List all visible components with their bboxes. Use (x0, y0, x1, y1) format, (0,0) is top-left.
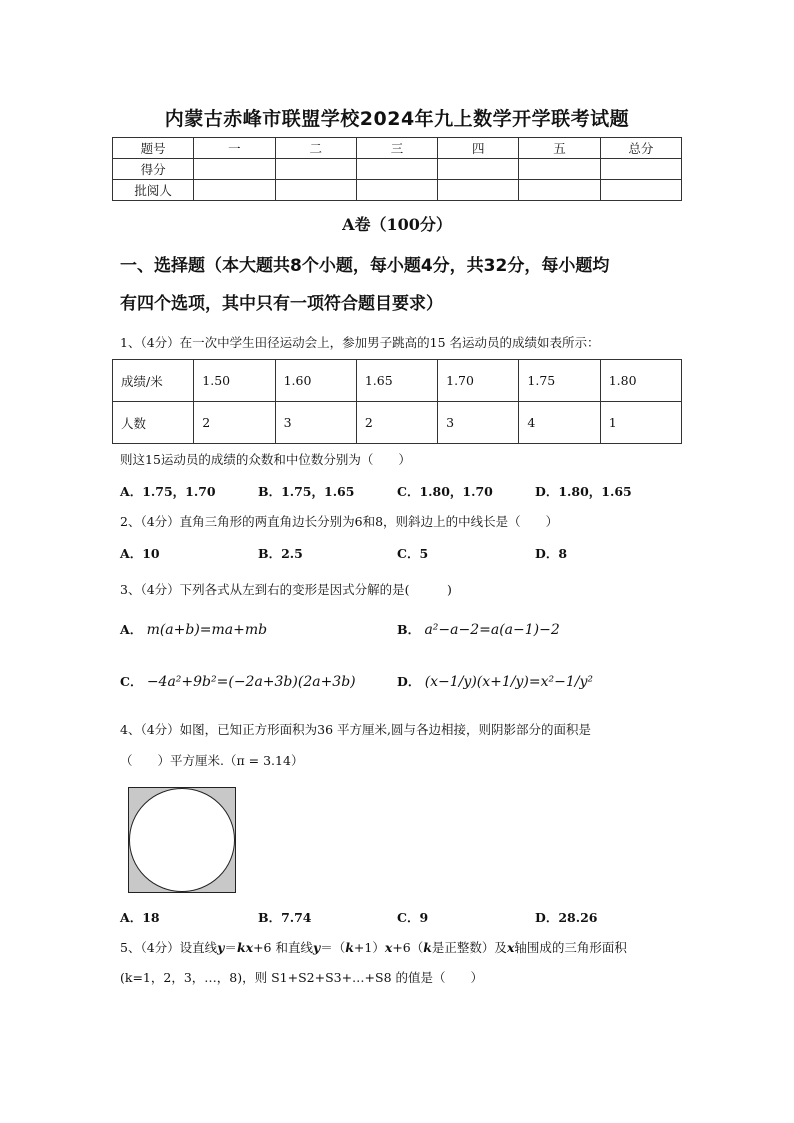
option-b[interactable]: B．7.74 (258, 910, 312, 925)
section-a-heading: A卷（100分） (342, 215, 452, 234)
table-cell: 3 (275, 402, 356, 444)
table-cell[interactable] (438, 159, 519, 180)
question-4-stem-line1: 4、（4分）如图，已知正方形面积为36 平方厘米,圆与各边相接，则阴影部分的面积是 (120, 722, 592, 737)
option-d[interactable]: D．8 (535, 546, 568, 561)
table-row (113, 180, 682, 201)
option-b[interactable]: B．1.75，1.65 (258, 484, 355, 499)
option-d[interactable]: D．1.80，1.65 (535, 484, 632, 499)
table-cell[interactable] (194, 159, 275, 180)
table-cell: 1.60 (275, 360, 356, 402)
table-cell: 成绩/米 (113, 360, 194, 402)
question-4-stem-line2: （ ）平方厘米.（π = 3.14） (120, 753, 304, 768)
exam-title: 内蒙古赤峰市联盟学校2024年九上数学开学联考试题 (164, 108, 630, 130)
table-cell: 题号 (113, 138, 194, 159)
table-cell[interactable] (600, 159, 681, 180)
table-cell: 三 (356, 138, 437, 159)
table-cell: 得分 (113, 159, 194, 180)
table-cell[interactable] (194, 180, 275, 201)
table-cell[interactable] (275, 159, 356, 180)
section-heading-line2: 有四个选项，其中只有一项符合题目要求） (120, 294, 443, 314)
table-cell: 1.65 (356, 360, 437, 402)
table-cell[interactable] (438, 180, 519, 201)
question-3-stem: 3、（4分）下列各式从左到右的变形是因式分解的是( ) (120, 582, 452, 597)
table-cell: 批阅人 (113, 180, 194, 201)
option-d[interactable] (397, 672, 593, 690)
table-cell[interactable] (356, 159, 437, 180)
question-5-line1: 5、（4分）设直线y＝kx+6 和直线y＝（k+1）x+6（k是正整数）及x轴围成的三角形面积 (120, 940, 627, 955)
option-a[interactable]: A．1.75，1.70 (120, 484, 216, 499)
table-cell[interactable] (519, 159, 600, 180)
option-b[interactable]: B．2.5 (258, 546, 303, 561)
formula-c: −4a²+9b²=(−2a+3b)(2a+3b) (146, 674, 356, 690)
option-a[interactable]: A．10 (120, 546, 160, 561)
table-cell: 1.50 (194, 360, 275, 402)
table-cell: 1.70 (438, 360, 519, 402)
table-cell: 3 (438, 402, 519, 444)
option-c[interactable]: C．9 (397, 910, 429, 925)
inscribed-circle (130, 789, 235, 892)
section-heading-line1: 一、选择题（本大题共8个小题，每小题4分，共32分，每小题均 (120, 256, 610, 276)
table-row (113, 138, 682, 159)
option-c[interactable] (120, 672, 356, 690)
table-cell: 2 (194, 402, 275, 444)
table-cell: 四 (438, 138, 519, 159)
option-label: A． (120, 622, 143, 637)
option-a[interactable] (120, 620, 267, 638)
option-c[interactable]: C．5 (397, 546, 429, 561)
table-cell[interactable] (519, 180, 600, 201)
score-table (112, 137, 682, 201)
table-cell: 1.75 (519, 360, 600, 402)
formula-b: a²−a−2=a(a−1)−2 (424, 622, 560, 638)
question-1-stem: 1、（4分）在一次中学生田径运动会上，参加男子跳高的15 名运动员的成绩如表所示： (120, 335, 600, 350)
table-cell: 二 (275, 138, 356, 159)
question-1-table (112, 359, 682, 444)
table-cell: 总分 (600, 138, 681, 159)
table-cell[interactable] (356, 180, 437, 201)
table-cell: 1.80 (600, 360, 681, 402)
table-cell[interactable] (275, 180, 356, 201)
table-cell: 五 (519, 138, 600, 159)
option-label: C． (120, 674, 143, 689)
option-c[interactable]: C．1.80，1.70 (397, 484, 493, 499)
option-b[interactable] (397, 620, 560, 638)
formula-d: (x−1/y)(x+1/y)=x²−1/y² (424, 674, 593, 690)
question-1-follow: 则这15运动员的成绩的众数和中位数分别为（ ） (120, 452, 411, 467)
option-label: B． (397, 622, 421, 637)
table-cell: 2 (356, 402, 437, 444)
square-circle-figure (128, 787, 236, 893)
table-cell[interactable] (600, 180, 681, 201)
table-cell: 4 (519, 402, 600, 444)
option-d[interactable]: D．28.26 (535, 910, 598, 925)
table-row (113, 159, 682, 180)
question-5-prefix: 5、（4分）设直线 (120, 940, 218, 955)
option-label: D． (397, 674, 421, 689)
question-5-line2: (k=1，2，3，…，8)，则 S1+S2+S3+…+S8 的值是（ ） (120, 970, 484, 985)
option-a[interactable]: A．18 (120, 910, 160, 925)
table-cell: 一 (194, 138, 275, 159)
table-row (113, 402, 682, 444)
question-2-stem: 2、（4分）直角三角形的两直角边长分别为6和8，则斜边上的中线长是（ ） (120, 514, 559, 529)
table-cell: 人数 (113, 402, 194, 444)
table-row (113, 360, 682, 402)
formula-a: m(a+b)=ma+mb (146, 622, 268, 638)
table-cell: 1 (600, 402, 681, 444)
